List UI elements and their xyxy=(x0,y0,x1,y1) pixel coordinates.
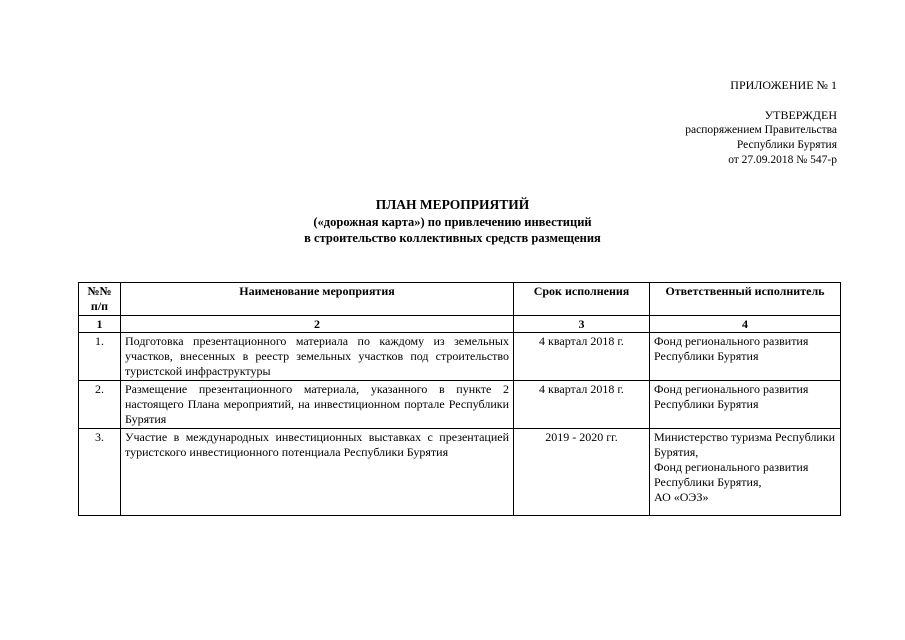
table-row xyxy=(79,429,841,516)
responsible xyxy=(650,333,841,381)
header-term: Срок исполнения xyxy=(514,283,650,316)
activity-name: Участие в международных инвестиционных выставках с презентацией туристского инвестиционного потенциала Республики Бурятия xyxy=(121,429,514,516)
column-number: 4 xyxy=(650,316,841,333)
appendix-label: ПРИЛОЖЕНИЕ № 1 xyxy=(730,78,837,92)
activity-name: Подготовка презентационного материала по каждому из земельных участков, внесенных в реестр земельных участков под строительство туристской инфраструктуры xyxy=(121,333,514,381)
responsible-line: Фонд регионального развития Республики Бурятия, xyxy=(654,460,809,489)
approved-date: от 27.09.2018 № 547-р xyxy=(728,154,837,166)
responsible xyxy=(650,381,841,429)
responsible-line: Министерство туризма Республики Бурятия, xyxy=(654,430,836,459)
approved-label: УТВЕРЖДЕН xyxy=(764,108,837,122)
approved-by-line-2: Республики Бурятия xyxy=(736,139,837,151)
table-row xyxy=(79,333,841,381)
header-resp: Ответственный исполнитель xyxy=(650,283,841,316)
column-number: 2 xyxy=(121,316,514,333)
deadline: 2019 - 2020 гг. xyxy=(514,429,650,516)
title-line-1: ПЛАН МЕРОПРИЯТИЙ xyxy=(375,197,530,212)
row-number: 2. xyxy=(79,381,121,429)
responsible-line: АО «ОЭЗ» xyxy=(654,490,709,504)
header-name: Наименование мероприятия xyxy=(121,283,514,316)
deadline: 4 квартал 2018 г. xyxy=(514,381,650,429)
row-number: 3. xyxy=(79,429,121,516)
column-number: 3 xyxy=(514,316,650,333)
plan-table xyxy=(78,282,841,516)
responsible-line: Фонд регионального развития Республики Бурятия xyxy=(654,334,809,363)
activity-name: Размещение презентационного материала, указанного в пункте 2 настоящего Плана мероприятий, на инвестиционном портале Республики Бурятия xyxy=(121,381,514,429)
approval-block xyxy=(685,108,837,168)
row-number: 1. xyxy=(79,333,121,381)
approved-by-line-1: распоряжением Правительства xyxy=(685,124,837,136)
responsible-line: Фонд регионального развития Республики Бурятия xyxy=(654,382,809,411)
table-header-row xyxy=(79,283,841,316)
document-title xyxy=(0,196,905,246)
column-number-row xyxy=(79,316,841,333)
table-row xyxy=(79,381,841,429)
column-number: 1 xyxy=(79,316,121,333)
title-line-2: («дорожная карта») по привлечению инвестиций xyxy=(313,215,592,229)
deadline: 4 квартал 2018 г. xyxy=(514,333,650,381)
title-line-3: в строительство коллективных средств размещения xyxy=(304,231,601,245)
responsible xyxy=(650,429,841,516)
header-num: №№ п/п xyxy=(79,283,121,316)
